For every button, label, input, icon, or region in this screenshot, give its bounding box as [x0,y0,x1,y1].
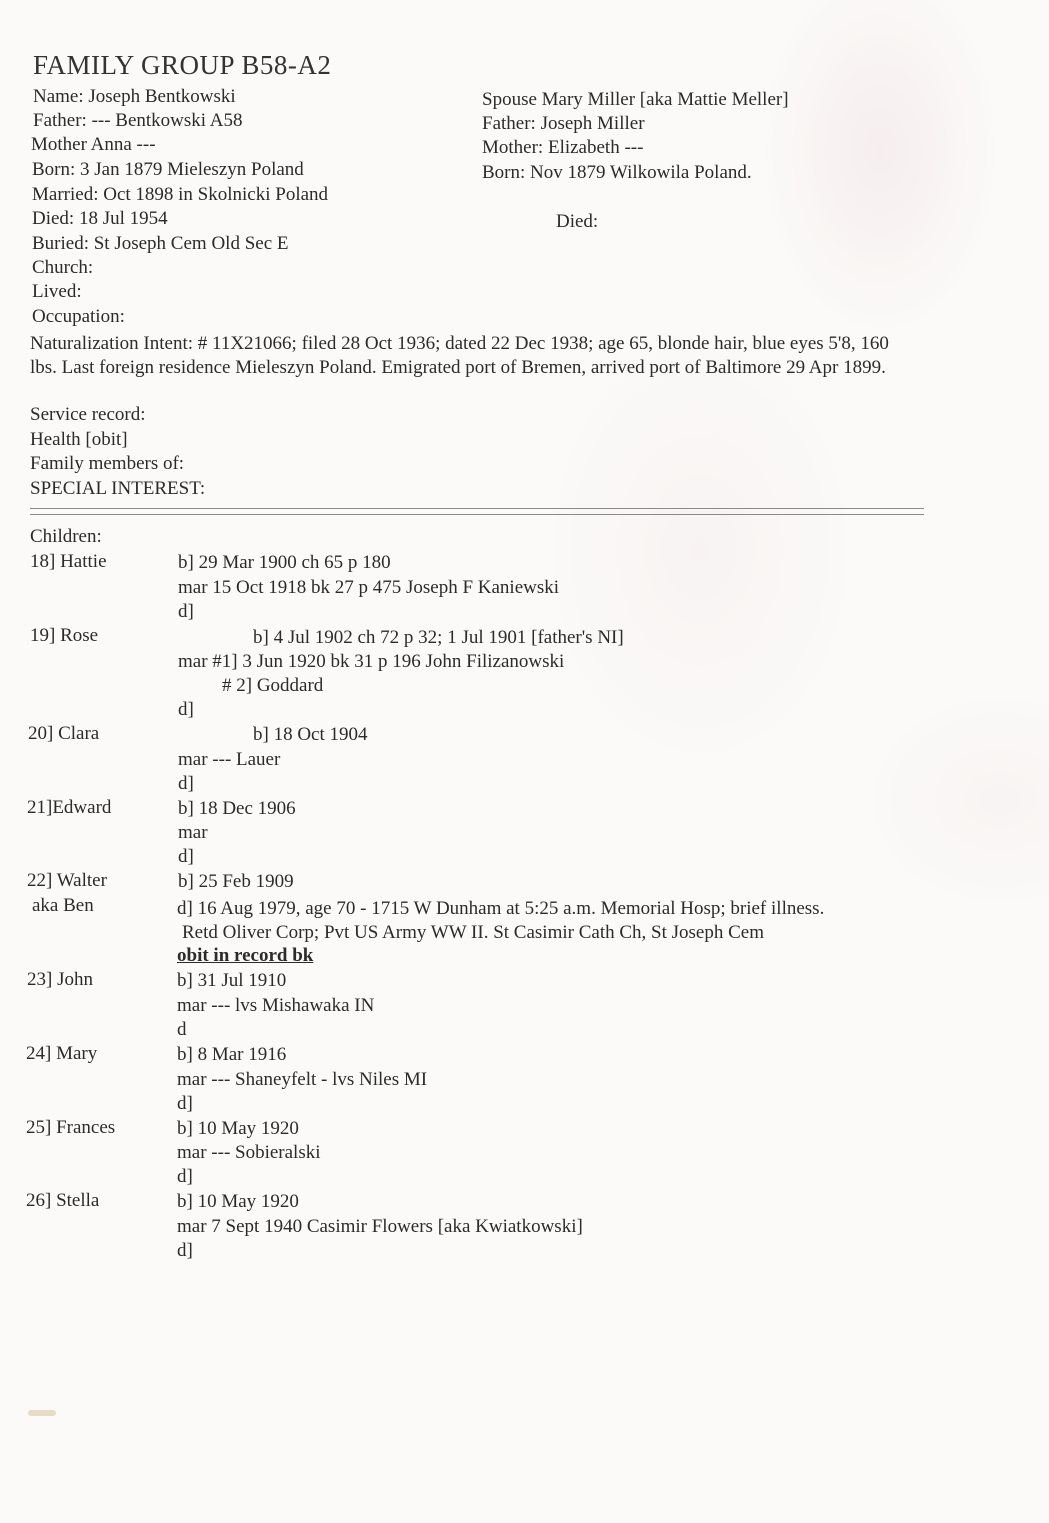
obit-reference: obit in record bk [177,945,314,966]
married-field: Married: Oct 1898 in Skolnicki Poland [32,184,329,205]
paper-stain [28,1410,56,1416]
child-marriage: mar 7 Sept 1940 Casimir Flowers [aka Kwiatkowski] [177,1216,583,1237]
child-notes: Retd Oliver Corp; Pvt US Army WW II. St Casimir Cath Ch, St Joseph Cem [182,922,764,943]
child-death: d] [178,773,194,794]
spouse-field: Spouse Mary Miller [aka Mattie Meller] [482,89,789,110]
child-death: d] [178,601,194,622]
child-birth: b] 31 Jul 1910 [177,970,287,991]
spouse-father-field: Father: Joseph Miller [482,113,645,134]
service-record-field: Service record: [30,404,146,425]
child-name: 22] Walter [27,870,107,891]
born-field: Born: 3 Jan 1879 Mieleszyn Poland [32,159,304,180]
health-field: Health [obit] [30,429,128,450]
child-birth: b] 18 Oct 1904 [253,724,368,745]
child-name: 21]Edward [27,797,112,818]
child-marriage: mar --- Lauer [178,749,281,770]
child-name: 25] Frances [26,1117,116,1138]
name-field: Name: Joseph Bentkowski [33,86,236,107]
child-marriage: mar [178,822,208,843]
child-marriage: mar #1] 3 Jun 1920 bk 31 p 196 John Filizanowski [178,651,565,672]
child-death: d] [177,1240,193,1261]
child-marriage: mar --- Sobieralski [177,1142,321,1163]
spouse-died-field: Died: [556,211,599,232]
page-title: FAMILY GROUP B58-A2 [33,50,332,80]
spouse-mother-field: Mother: Elizabeth --- [482,137,644,158]
buried-field: Buried: St Joseph Cem Old Sec E [32,233,289,254]
child-death: d] [177,1166,193,1187]
child-second-marriage: # 2] Goddard [222,675,324,696]
family-members-field: Family members of: [30,453,185,474]
lived-field: Lived: [32,281,82,302]
child-death: d] [178,846,194,867]
child-alias: aka Ben [32,895,94,916]
child-death: d] [177,1093,193,1114]
child-birth: b] 4 Jul 1902 ch 72 p 32; 1 Jul 1901 [father's NI] [253,627,624,648]
special-interest-field: SPECIAL INTEREST: [30,478,206,499]
naturalization-text: Naturalization Intent: # 11X21066; filed 28 Oct 1936; dated 22 Dec 1938; age 65, blonde hair, blue eyes 5'8, 160 lbs. Last foreign residence Mieleszyn Poland. Emigrated port of Bremen, arrived port of Baltimore 29 Apr 1899. [30,333,889,378]
church-field: Church: [32,257,94,278]
child-death: d [177,1019,187,1040]
child-birth: b] 8 Mar 1916 [177,1044,287,1065]
child-name: 20] Clara [28,723,100,744]
spouse-born-field: Born: Nov 1879 Wilkowila Poland. [482,162,752,183]
children-heading: Children: [30,526,102,547]
child-birth: b] 10 May 1920 [177,1191,299,1212]
child-marriage: mar --- Shaneyfelt - lvs Niles MI [177,1069,428,1090]
child-name: 19] Rose [30,625,99,646]
child-name: 18] Hattie [30,551,107,572]
child-marriage: mar --- lvs Mishawaka IN [177,995,375,1016]
child-marriage: mar 15 Oct 1918 bk 27 p 475 Joseph F Kaniewski [178,577,560,598]
child-birth: b] 25 Feb 1909 [178,871,294,892]
mother-field: Mother Anna --- [31,134,156,155]
child-death: d] [178,699,194,720]
child-birth: b] 29 Mar 1900 ch 65 p 180 [178,552,391,573]
child-birth: b] 18 Dec 1906 [178,798,296,819]
section-divider [30,508,924,515]
child-name: 24] Mary [26,1043,98,1064]
child-birth: b] 10 May 1920 [177,1118,299,1139]
child-name: 26] Stella [26,1190,100,1211]
occupation-field: Occupation: [32,306,125,327]
child-death: d] 16 Aug 1979, age 70 - 1715 W Dunham at 5:25 a.m. Memorial Hosp; brief illness. [177,898,825,919]
died-field: Died: 18 Jul 1954 [32,208,168,229]
father-field: Father: --- Bentkowski A58 [33,110,243,131]
child-name: 23] John [27,969,93,990]
